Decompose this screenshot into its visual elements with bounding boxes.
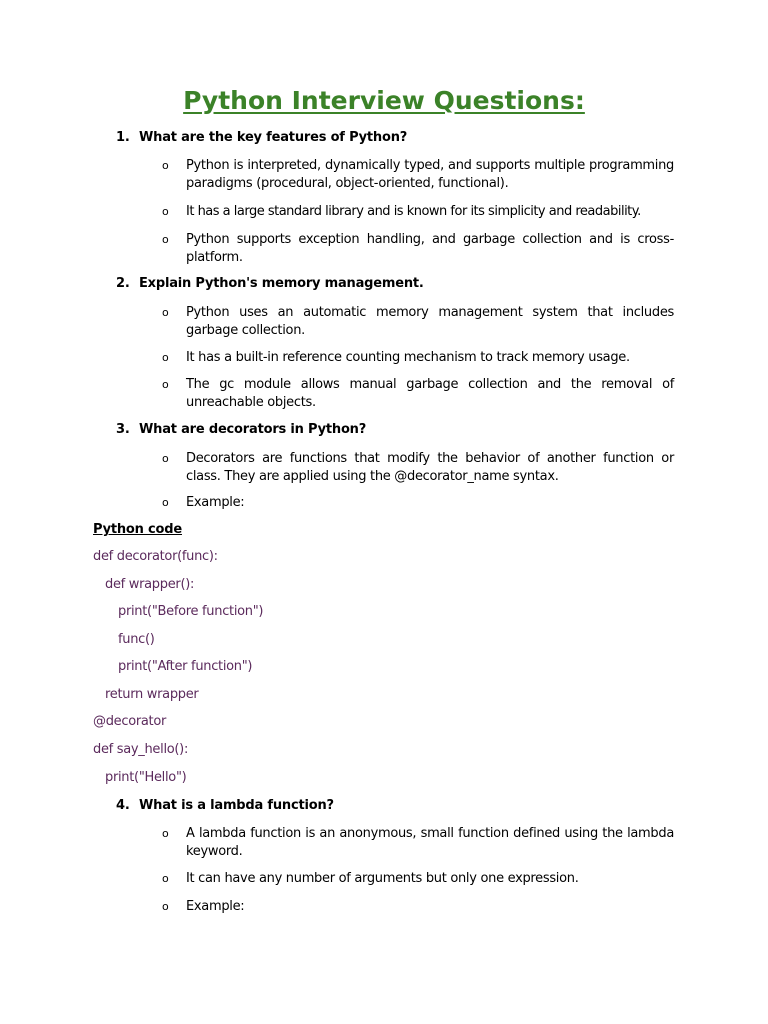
bullet-icon: o xyxy=(162,351,169,364)
question-1 xyxy=(116,130,407,145)
list-item xyxy=(162,825,674,861)
page-title: Python Interview Questions: xyxy=(183,86,585,115)
bullet-icon: o xyxy=(162,378,169,391)
code-line: def say_hello(): xyxy=(93,742,189,757)
question-text: What are decorators in Python? xyxy=(139,422,367,437)
bullet-icon: o xyxy=(162,900,169,913)
question-2 xyxy=(116,276,424,291)
question-number: 3. xyxy=(116,422,130,437)
question-4 xyxy=(116,798,334,813)
list-item xyxy=(162,304,674,340)
question-text: What is a lambda function? xyxy=(139,798,334,813)
list-item xyxy=(162,203,674,221)
list-item xyxy=(162,870,674,888)
question-number: 4. xyxy=(116,798,130,813)
question-text: Explain Python's memory management. xyxy=(139,276,424,291)
answer-text: Decorators are functions that modify the behavior of another function or class. They are applied using the @decorator_name syntax. xyxy=(186,451,674,484)
answer-text: Example: xyxy=(186,899,245,914)
code-line: def wrapper(): xyxy=(105,577,195,592)
code-line: print("After function") xyxy=(118,659,253,674)
bullet-icon: o xyxy=(162,233,169,246)
list-item xyxy=(162,157,674,193)
bullet-icon: o xyxy=(162,872,169,885)
code-heading: Python code xyxy=(93,522,182,537)
bullet-icon: o xyxy=(162,452,169,465)
answer-text: Python uses an automatic memory management system that includes garbage collection. xyxy=(186,305,674,338)
answer-text: Example: xyxy=(186,495,245,510)
answer-text: A lambda function is an anonymous, small function defined using the lambda keyword. xyxy=(186,826,674,859)
answer-text: Python is interpreted, dynamically typed, and supports multiple programming paradigms (procedural, object-oriented, functional). xyxy=(186,158,674,191)
code-line: print("Before function") xyxy=(118,604,264,619)
bullet-icon: o xyxy=(162,496,169,509)
question-number: 2. xyxy=(116,276,130,291)
answer-text: Python supports exception handling, and garbage collection and is cross-platform. xyxy=(186,232,674,265)
answer-text: The gc module allows manual garbage collection and the removal of unreachable objects. xyxy=(186,377,674,410)
question-number: 1. xyxy=(116,130,130,145)
bullet-icon: o xyxy=(162,827,169,840)
code-line: print("Hello") xyxy=(105,770,187,785)
bullet-icon: o xyxy=(162,205,169,218)
answer-text: It has a large standard library and is known for its simplicity and readability. xyxy=(186,204,641,219)
code-line: @decorator xyxy=(93,714,167,729)
question-text: What are the key features of Python? xyxy=(139,130,408,145)
list-item xyxy=(162,376,674,412)
list-item xyxy=(162,450,674,486)
list-item xyxy=(162,349,674,367)
list-item xyxy=(162,231,674,267)
answer-text: It can have any number of arguments but only one expression. xyxy=(186,871,579,886)
bullet-icon: o xyxy=(162,306,169,319)
code-line: func() xyxy=(118,632,155,647)
bullet-icon: o xyxy=(162,159,169,172)
code-line: return wrapper xyxy=(105,687,199,702)
list-item xyxy=(162,494,674,512)
list-item xyxy=(162,898,674,916)
answer-text: It has a built-in reference counting mechanism to track memory usage. xyxy=(186,350,630,365)
question-3 xyxy=(116,422,366,437)
code-line: def decorator(func): xyxy=(93,549,218,564)
